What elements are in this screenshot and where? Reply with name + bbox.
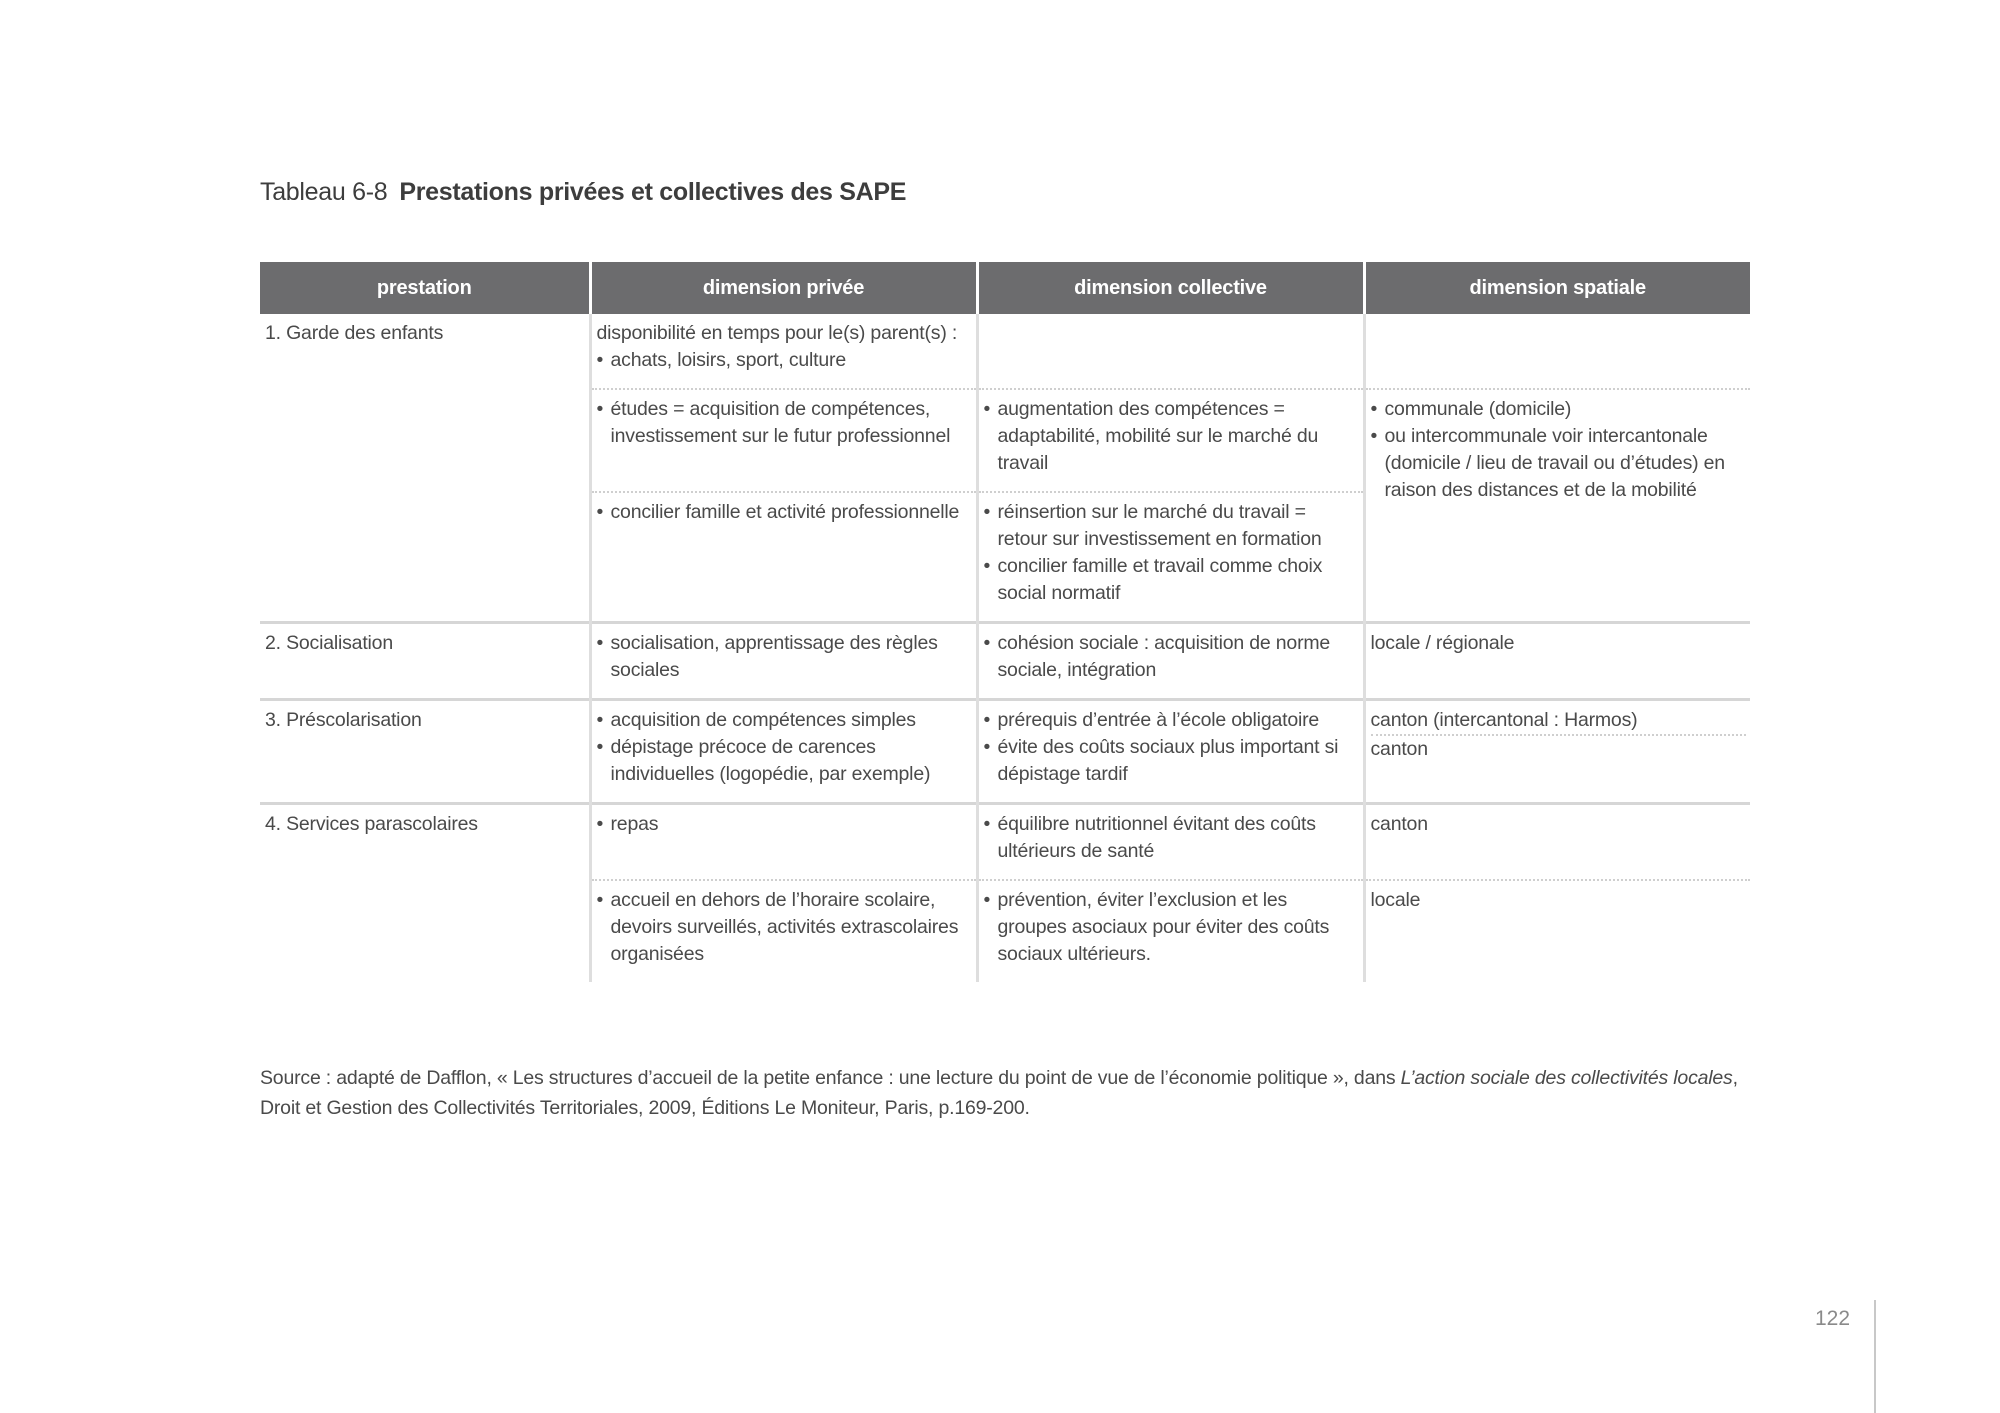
list-item: • études = acquisition de compétences, investissement sur le futur professionnel xyxy=(597,396,972,450)
privee-intro: disponibilité en temps pour le(s) parent(s) : xyxy=(596,322,958,344)
privee-cell xyxy=(590,492,977,623)
spatiale-line: canton xyxy=(1370,738,1428,760)
source-suffix: , Droit et Gestion des Collectivités Territoriales, 2009, Éditions Le Moniteur, Paris, p.169-200. xyxy=(260,1067,1738,1119)
list-item: • cohésion sociale : acquisition de norme sociale, intégration xyxy=(984,630,1359,684)
header-dimension-collective: dimension collective xyxy=(977,262,1364,314)
privee-cell xyxy=(590,804,977,881)
privee-cell xyxy=(590,623,977,700)
spatiale-cell: canton xyxy=(1364,804,1750,881)
list-item: • équilibre nutritionnel évitant des coûts ultérieurs de santé xyxy=(984,811,1359,865)
spatiale-cell: locale / régionale xyxy=(1364,623,1750,700)
list-item: • accueil en dehors de l’horaire scolaire, devoirs surveillés, activités extrascolaires organisées xyxy=(597,887,972,968)
list-item: • socialisation, apprentissage des règles sociales xyxy=(597,630,972,684)
privee-cell xyxy=(590,314,977,389)
list-item: • prévention, éviter l’exclusion et les groupes asociaux pour éviter des coûts sociaux ultérieurs. xyxy=(984,887,1359,968)
spatiale-cell xyxy=(1364,314,1750,389)
spatiale-cell xyxy=(1364,389,1750,623)
collective-cell xyxy=(977,700,1364,804)
list-item: • acquisition de compétences simples xyxy=(597,707,972,734)
spatiale-cell xyxy=(1364,700,1750,804)
collective-cell xyxy=(977,880,1364,982)
table-row xyxy=(260,314,1750,389)
list-item: • réinsertion sur le marché du travail = retour sur investissement en formation xyxy=(984,499,1359,553)
list-item: • prérequis d’entrée à l’école obligatoire xyxy=(984,707,1359,734)
prestations-table xyxy=(260,262,1750,982)
spatiale-cell: locale xyxy=(1364,880,1750,982)
table-row xyxy=(260,623,1750,700)
source-italic-title: L’action sociale des collectivités locales xyxy=(1400,1067,1733,1089)
table-header-row xyxy=(260,262,1750,314)
list-item: • achats, loisirs, sport, culture xyxy=(597,347,972,374)
privee-cell xyxy=(590,700,977,804)
page-number: 122 xyxy=(1815,1307,1851,1330)
privee-cell xyxy=(590,389,977,492)
list-item: • communale (domicile) xyxy=(1371,396,1747,423)
table-title: Prestations privées et collectives des SAPE xyxy=(399,178,907,206)
privee-cell xyxy=(590,880,977,982)
list-item: • concilier famille et activité professionnelle xyxy=(597,499,972,526)
list-item: • concilier famille et travail comme choix social normatif xyxy=(984,553,1359,607)
table-number: Tableau 6-8 xyxy=(260,178,388,206)
list-item: • augmentation des compétences = adaptabilité, mobilité sur le marché du travail xyxy=(984,396,1359,477)
prestation-cell: 1. Garde des enfants xyxy=(265,322,444,344)
table-row xyxy=(260,700,1750,804)
collective-cell xyxy=(977,314,1364,389)
source-note xyxy=(260,1063,1760,1123)
list-item: • ou intercommunale voir intercantonale (domicile / lieu de travail ou d’études) en raison des distances et de la mobilité xyxy=(1371,423,1747,504)
table-row xyxy=(260,804,1750,881)
list-item: • dépistage précoce de carences individuelles (logopédie, par exemple) xyxy=(597,734,972,788)
header-dimension-privee: dimension privée xyxy=(590,262,977,314)
header-prestation: prestation xyxy=(260,262,590,314)
spatiale-line: canton (intercantonal : Harmos) xyxy=(1371,707,1747,736)
header-dimension-spatiale: dimension spatiale xyxy=(1364,262,1750,314)
prestation-cell: 2. Socialisation xyxy=(260,623,590,700)
prestation-cell: 3. Préscolarisation xyxy=(260,700,590,804)
collective-cell xyxy=(977,804,1364,881)
list-item: • repas xyxy=(597,811,972,838)
collective-cell xyxy=(977,492,1364,623)
page-margin-rule xyxy=(1874,1300,1876,1413)
collective-cell xyxy=(977,389,1364,492)
prestation-cell: 4. Services parascolaires xyxy=(260,804,590,983)
collective-cell xyxy=(977,623,1364,700)
table-caption xyxy=(260,178,906,207)
source-prefix: Source : adapté de Dafflon, « Les structures d’accueil de la petite enfance : une lecture du point de vue de l’économie politique », dans xyxy=(260,1067,1401,1089)
list-item: • évite des coûts sociaux plus important si dépistage tardif xyxy=(984,734,1359,788)
